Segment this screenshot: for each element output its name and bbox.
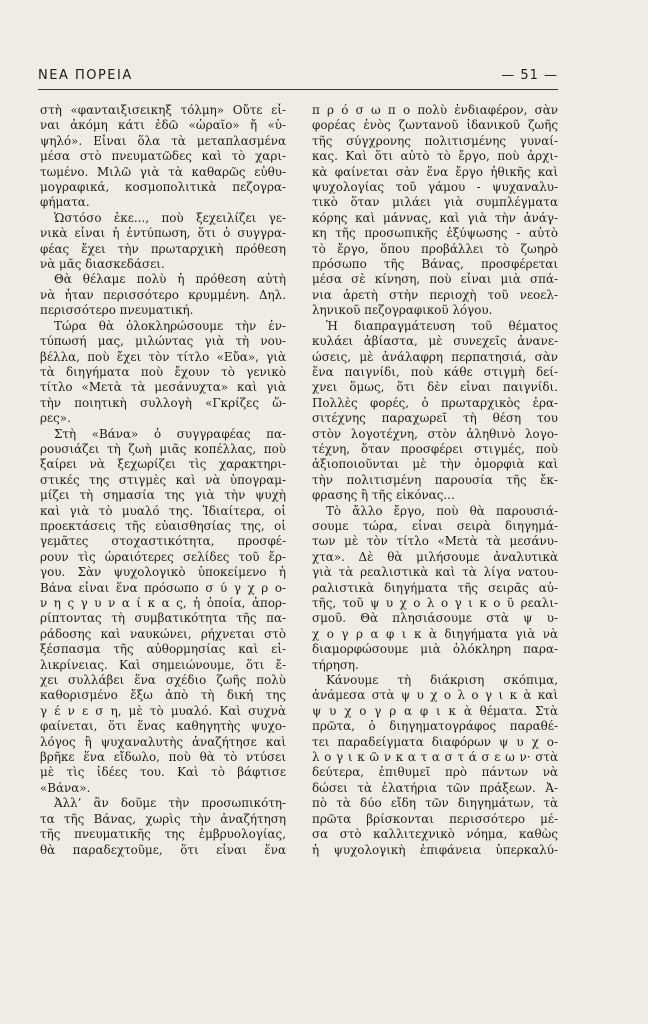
text-line: ρες». bbox=[40, 411, 71, 426]
text-line: ράδοσης καὶ ναυκώνει, ρήχνεται στὸ bbox=[40, 626, 286, 641]
text-line: νὰ μᾶς διασκεδάσει. bbox=[40, 257, 165, 272]
text-line: Τώρα θὰ ὁλοκληρώσουμε τὴν ἐν- bbox=[54, 318, 286, 333]
text-line: τει παραδείγματα διαφόρων ψ υ χ ο- bbox=[312, 734, 558, 749]
text-line: κυλάει ἀβίαστα, μὲ συνεχεῖς ἀνανε- bbox=[312, 334, 558, 349]
text-line: λικρίνειας. Καὶ σημειώνουμε, ὅτι ἔ- bbox=[40, 657, 286, 672]
text-line: νια ἀρετὴ στὴν περιοχὴ τοῦ νεοελ- bbox=[312, 287, 558, 302]
text-line: Πολλὲς φορές, ὁ πρωταρχικὸς ἐρα- bbox=[312, 395, 558, 410]
text-line: Ὡστόσο ἐκε..., ποὺ ξεχειλίζει γε- bbox=[54, 210, 286, 225]
text-line: τὴν ποιητικὴ συλλογὴ «Γκρίζες ὥ- bbox=[40, 395, 286, 410]
text-line: κας. Καὶ ὅτι αὐτὸ τὸ ἔργο, ποὺ ἀρχι- bbox=[312, 149, 558, 164]
text-line: κὰ φαίνεται σὰν ἕνα ἔργο ἠθικῆς καὶ bbox=[312, 164, 558, 179]
text-line: μέσα στὸ πνευματῶδες καὶ τὸ χαρι- bbox=[40, 149, 286, 164]
text-line: τῆς πνευματικῆς της ἐμβρυολογίας, bbox=[40, 827, 286, 842]
text-line: Ἡ διαπραγμάτευση τοῦ θέματος bbox=[326, 318, 558, 333]
text-line: χ ο γ ρ α φ ι κ ὰ διηγήματα γιὰ νὰ bbox=[312, 626, 558, 641]
text-line: φαίνεται, ὅτι ἕνας καθηγητὴς ψυχο- bbox=[40, 719, 286, 734]
text-line: σουμε τώρα, εἶναι σειρὰ διηγημά- bbox=[312, 518, 558, 533]
text-line: μίζει τὴ σημασία της γιὰ τὴν ψυχὴ bbox=[40, 488, 286, 503]
text-line: ἀξιοποιοῦνται μὲ τὴν ὀμορφιὰ καὶ bbox=[312, 457, 558, 472]
text-line: τύπωσή μας, μιλώντας γιὰ τὴ νου- bbox=[40, 334, 286, 349]
text-line: Τὸ ἄλλο ἔργο, ποὺ θὰ παρουσιά- bbox=[326, 503, 558, 518]
text-line: Βάνα εἶναι ἕνα πρόσωπο σ ύ γ χ ρ ο- bbox=[40, 580, 286, 595]
text-line: ληνικοῦ πεζογραφικοῦ λόγου. bbox=[312, 303, 493, 318]
text-line: γου. Σὰν ψυχολογικὸ ὑποκείμενο ἡ bbox=[40, 565, 286, 580]
text-line: βρῆκε ἕνα εἴδωλο, ποὺ θὰ τὸ ντύσει bbox=[40, 750, 286, 765]
text-line: γ έ ν ε σ η, μὲ τὸ μυαλό. Καὶ συχνὰ bbox=[40, 703, 286, 718]
text-line: σμοῦ. Θὰ πλησιάσουμε στὰ ψ υ- bbox=[312, 611, 558, 626]
text-line: ψηλό». Εἶναι ὅλα τὰ μεταπλασμένα bbox=[40, 133, 286, 148]
text-line: τῆς σύγχρονης πολιτισμένης γυναί- bbox=[312, 133, 558, 148]
text-line: φρασης ἢ τῆς εἰκόνας... bbox=[312, 488, 455, 503]
text-line: μέσα σὲ κίνηση, ποὺ εἶναι μιὰ σπά- bbox=[312, 272, 558, 287]
text-line: τὸ ἔργο, ὅπου προβάλλει τὸ ζωηρὸ bbox=[312, 241, 558, 256]
text-line: τικὸ ὅταν μιλάει γιὰ συμπλέγματα bbox=[312, 195, 558, 210]
text-line: στικές της στιγμὲς καὶ νὰ ὑπογραμ- bbox=[40, 472, 286, 487]
text-line: «Βάνα». bbox=[40, 780, 91, 795]
text-line: χνει ὅμως, ὅτι δὲν εἶναι παιγνίδι. bbox=[312, 380, 558, 395]
text-line: ώσεις, μὲ ἀνάλαφρη περπατησιά, σὰν bbox=[312, 349, 558, 364]
text-line: ξαίρει νὰ ξεχωρίζει τὶς χαρακτηρι- bbox=[40, 457, 286, 472]
text-line: Κάνουμε τὴ διάκριση σκόπιμα, bbox=[326, 673, 558, 688]
text-line: στὸν λογοτέχνη, στὸν ἀληθινὸ λογο- bbox=[312, 426, 558, 441]
text-line: σα στὸ καλλιτεχνικὸ νόημα, καθὼς bbox=[312, 827, 558, 842]
text-line: ρουσιάζει τὴ ζωὴ μιᾶς κοπέλλας, ποὺ bbox=[40, 441, 286, 456]
text-line: γιὰ τὰ ρεαλιστικὰ καὶ τὰ λίγα νατου- bbox=[312, 565, 558, 580]
text-line: Θὰ θέλαμε πολὺ ἡ πρόθεση αὐτὴ bbox=[54, 272, 286, 287]
journal-title: ΝΕΑ ΠΟΡΕΙΑ bbox=[38, 68, 133, 83]
text-line: καθορισμένο ἔξω ἀπὸ τὴ δική της bbox=[40, 688, 286, 703]
text-line: κη τῆς προσωπικῆς ἐξύψωσης - αὐτὸ bbox=[312, 226, 558, 241]
text-line: πρόσωπο τῆς Βάνας, προσφέρεται bbox=[312, 257, 558, 272]
text-line: θὰ παραδεχτοῦμε, ὅτι εἶναι ἕνα bbox=[40, 842, 286, 857]
text-line: λ ο γ ι κ ῶ ν κ α τ α σ τ ά σ ε ω ν· στὰ bbox=[312, 750, 558, 765]
text-line: τὰ διηγήματα ποὺ ἔχουν τὸ γενικὸ bbox=[40, 364, 286, 379]
left-text-column bbox=[40, 103, 286, 858]
text-line: σιτέχνης παραχωρεῖ τὴ θέση του bbox=[312, 411, 558, 426]
text-line: βέλλα, ποὺ ἔχει τὸν τίτλο «Εὔα», γιὰ bbox=[40, 349, 286, 364]
text-line: νὰ ἦταν περισσότερο κρυμμένη. Δηλ. bbox=[40, 287, 286, 302]
text-line: ἀνάμεσα στὰ ψ υ χ ο λ ο γ ι κ ὰ καὶ bbox=[312, 688, 558, 703]
text-line: πρῶτα, ὁ διηγηματογράφος παραθέ- bbox=[312, 719, 558, 734]
text-line: ρίπτοντας τὴ συμβατικότητα τῆς πα- bbox=[40, 611, 286, 626]
text-line: φορέας ἑνὸς ζωντανοῦ ἰδανικοῦ ζωῆς bbox=[312, 118, 558, 133]
text-line: ψυχολογίας τοῦ γάμου - ψυχαναλυ- bbox=[312, 180, 558, 195]
text-line: ν η ς γ υ ν α ί κ α ς, ἡ ὁποία, ἀπορ- bbox=[40, 596, 286, 610]
text-line: περισσότερο πνευματική. bbox=[40, 303, 194, 318]
text-line: καὶ γιὰ τὸ μυαλό της. Ἰδιαίτερα, οἱ bbox=[40, 503, 286, 518]
text-line: τίτλο «Μετὰ τὰ μεσάνυχτα» καὶ γιὰ bbox=[40, 380, 286, 395]
text-line: ἡ ψυχολογικὴ ἐπιφάνεια ὑπερκαλύ- bbox=[312, 842, 558, 857]
text-line: ναι ἀκόμη κάτι ἐδῶ «ὡραῖο» ἤ «ὑ- bbox=[40, 118, 286, 133]
text-line: μογραφικά, κοσμοπολιτικὰ πεζογρα- bbox=[40, 180, 286, 195]
text-line: ἕνα παιγνίδι, ποὺ κάθε στιγμὴ δεί- bbox=[312, 364, 558, 379]
text-line: χτα». Δὲ θὰ μιλήσουμε ἀναλυτικὰ bbox=[312, 549, 558, 564]
text-line: πὸ τὰ δύο εἴδη τῶν διηγημάτων, τὰ bbox=[312, 796, 558, 811]
text-line: των μὲ τὸν τίτλο «Μετὰ τὰ μεσάνυ- bbox=[312, 534, 558, 549]
text-line: π ρ ό σ ω π ο πολὺ ἐνδιαφέρον, σὰν bbox=[312, 103, 558, 117]
text-line: δεύτερα, ἐπιθυμεῖ πρὸ πάντων νὰ bbox=[312, 765, 558, 780]
text-line: γεμᾶτες στοχαστικότητα, προσφέ- bbox=[40, 534, 286, 549]
text-line: πρῶτα βρίσκονται περισσότερο μέ- bbox=[312, 811, 558, 826]
running-header bbox=[38, 64, 558, 86]
text-line: μὲ τὶς ἰδέες του. Καὶ τὸ βάφτισε bbox=[40, 765, 286, 780]
text-line: Στὴ «Βάνα» ὁ συγγραφέας πα- bbox=[54, 426, 286, 441]
header-rule bbox=[38, 89, 558, 90]
text-line: Ἀλλ’ ἂν δοῦμε τὴν προσωπικότη- bbox=[54, 796, 286, 811]
text-line: λόγος ἢ ψυχαναλυτὴς ἀναζήτησε καὶ bbox=[40, 734, 286, 749]
right-text-column bbox=[312, 103, 558, 858]
text-line: τέχνη, ὅταν προσφέρει στιγμές, ποὺ bbox=[312, 441, 558, 456]
text-line: ρουν τὶς ὡραιότερες σελίδες τοῦ ἔρ- bbox=[40, 549, 286, 564]
page-number: — 51 — bbox=[501, 68, 558, 83]
text-line: φέας ἔχει τὴν πρωταρχικὴ πρόθεση bbox=[40, 241, 286, 256]
text-line: κόρης καὶ μάννας, καὶ γιὰ τὴν ἀνάγ- bbox=[312, 210, 558, 225]
text-line: τὴν πολιτισμένη παρουσία τῆς ἔκ- bbox=[312, 472, 558, 487]
text-line: νικὰ εἶναι ἡ ἐντύπωση, ὅτι ὁ συγγρα- bbox=[40, 226, 286, 241]
text-line: τήρηση. bbox=[312, 657, 359, 672]
text-line: ραλιστικὰ διηγήματα τῆς σειρᾶς αὐ- bbox=[312, 580, 558, 595]
text-line: δώσει τὰ ἐλατήρια τῶν πράξεων. Ἀ- bbox=[312, 780, 558, 795]
text-line: τῆς, τοῦ ψ υ χ ο λ ο γ ι κ ο ῦ ρεαλι- bbox=[312, 596, 558, 610]
text-line: προεκτάσεις τῆς εὐαισθησίας της, οἱ bbox=[40, 518, 286, 533]
text-line: τα τῆς Βάνας, χωρὶς τὴν ἀναζήτηση bbox=[40, 811, 286, 826]
text-line: ξέσπασμα τῆς αὐθορμησίας καὶ εἰ- bbox=[40, 642, 286, 657]
text-line: διαμορφώσουμε μιὰ ὁλόκληρη παρα- bbox=[312, 642, 558, 657]
text-line: φήματα. bbox=[40, 195, 90, 210]
text-line: ψ υ χ ο γ ρ α φ ι κ ὰ θέματα. Στὰ bbox=[312, 703, 558, 718]
text-line: στὴ «φανταιξισεικηξ τόλμη» Οὔτε εἶ- bbox=[40, 103, 286, 117]
text-line: τωμένο. Μιλῶ γιὰ τὰ καθαρῶς εὐθυ- bbox=[40, 164, 286, 179]
text-line: χει συλλάβει ἕνα σχέδιο ζωῆς πολὺ bbox=[40, 673, 286, 688]
